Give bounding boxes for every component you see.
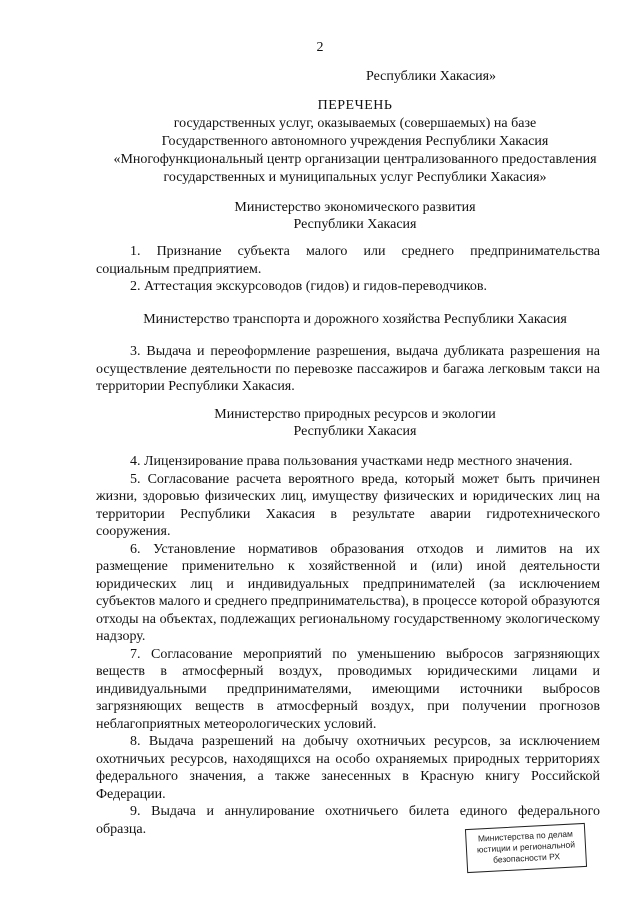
- title-line: «Многофункциональный центр организации централизованного предоставления: [113, 152, 597, 167]
- list-item: 1. Признание субъекта малого или среднего предпринимательства социальным предприятием.: [96, 244, 600, 277]
- stamp-line: безопасности РХ: [492, 851, 561, 865]
- list-item: 3. Выдача и переоформление разрешения, выдача дубликата разрешения на осуществление деятельности по перевозке пассажиров и багажа легковым такси на территории Республики Хакасия.: [96, 344, 600, 394]
- list-item: 4. Лицензирование права пользования участками недр местного значения.: [130, 454, 573, 469]
- section-heading-nature: [80, 406, 630, 440]
- title-line: Государственного автономного учреждения Республики Хакасия: [161, 134, 549, 149]
- section-items-transport: [96, 343, 600, 396]
- header-continuation: Республики Хакасия»: [366, 69, 497, 84]
- section-heading-line: Республики Хакасия: [293, 424, 417, 439]
- section-heading-line: Министерство транспорта и дорожного хозяйства Республики Хакасия: [143, 312, 567, 327]
- title-line: государственных услуг, оказываемых (совершаемых) на базе: [173, 116, 537, 131]
- section-heading-line: Республики Хакасия: [293, 217, 417, 232]
- document-title: [80, 97, 630, 187]
- section-heading-economy: [80, 199, 630, 233]
- section-heading-line: Министерство природных ресурсов и экологии: [214, 407, 496, 422]
- list-item: 5. Согласование расчета вероятного вреда, который может быть причинен жизни, здоровью физических лиц, имуществу физических и юридических лиц на территории Республики Хакасия в результате аварии гидротехнического сооружения.: [96, 471, 600, 539]
- stamp-line: Министерства по делам: [477, 828, 574, 844]
- list-item: 9. Выдача и аннулирование охотничьего билета единого федерального образца.: [96, 804, 600, 837]
- registration-stamp: [465, 823, 587, 873]
- section-items-economy: [96, 243, 600, 296]
- section-heading-transport: [80, 311, 630, 328]
- title-line: государственных и муниципальных услуг Республики Хакасия»: [163, 170, 547, 185]
- list-item: 8. Выдача разрешений на добычу охотничьих ресурсов, за исключением охотничьих ресурсов, находящихся на особо охраняемых природных территориях федерального значения, а также занесенных в Красную книгу Российской Федерации.: [96, 734, 600, 802]
- list-item: 6. Установление нормативов образования отходов и лимитов на их размещение применительно к хозяйственной и (или) иной деятельности юридических лиц и индивидуальных предпринимателей (за исключением субъектов малого и среднего предпринимательства), в процессе которой образуются отходы на объектах, подлежащих региональному государственному экологическому надзору.: [96, 541, 600, 644]
- stamp-line: юстиции и региональной: [476, 839, 576, 855]
- section-items-nature: [96, 453, 600, 838]
- list-item: 2. Аттестация экскурсоводов (гидов) и гидов-переводчиков.: [130, 279, 487, 294]
- title-main: ПЕРЕЧЕНЬ: [317, 98, 393, 113]
- list-item: 7. Согласование мероприятий по уменьшению выбросов загрязняющих веществ в атмосферный воздух, проводимых юридическими лицами и индивидуальными предпринимателями, имеющими источники выбросов загрязняющих веществ в атмосферный воздух, при получении прогнозов неблагоприятных метеорологических условий.: [96, 646, 600, 732]
- section-heading-line: Министерство экономического развития: [234, 200, 476, 215]
- page-number: 2: [316, 40, 324, 55]
